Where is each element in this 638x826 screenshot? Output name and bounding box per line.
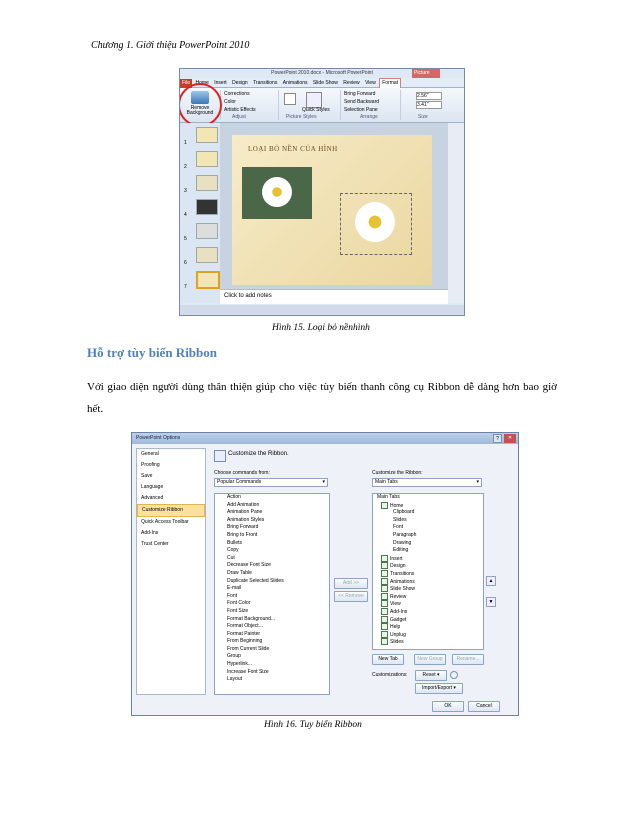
nav-item-proofing[interactable]: Proofing bbox=[141, 462, 160, 468]
nav-item-advanced[interactable]: Advanced bbox=[141, 495, 164, 501]
rename-button[interactable]: Rename... bbox=[452, 654, 484, 665]
tab-design[interactable]: Design bbox=[232, 80, 248, 86]
checkbox-icon[interactable] bbox=[381, 616, 388, 623]
style-icon[interactable] bbox=[284, 93, 296, 105]
import-export-button[interactable]: Import/Export ▾ bbox=[415, 683, 463, 694]
list-item[interactable]: From Beginning bbox=[227, 638, 263, 645]
checkbox-icon[interactable] bbox=[381, 555, 388, 562]
slide-thumbnail[interactable] bbox=[196, 151, 218, 167]
tree-item[interactable]: Transitions bbox=[373, 570, 483, 578]
list-item[interactable]: Format Object... bbox=[227, 623, 263, 630]
slide-title[interactable]: LOẠI BỎ NỀN CỦA HÌNH bbox=[248, 145, 338, 153]
bring-forward-button[interactable]: Bring Forward bbox=[344, 91, 376, 97]
tree-item[interactable]: Add-Ins bbox=[373, 608, 483, 616]
list-item[interactable]: Hyperlink... bbox=[227, 661, 253, 668]
tab-animations[interactable]: Animations bbox=[282, 80, 308, 86]
list-item[interactable]: Bring Forward bbox=[227, 524, 259, 531]
list-item[interactable]: Animation Pane bbox=[227, 509, 263, 516]
nav-item-trust-center[interactable]: Trust Center bbox=[141, 541, 169, 547]
help-button[interactable]: ? bbox=[493, 434, 502, 443]
dialog-title: PowerPoint Options bbox=[136, 435, 181, 441]
nav-item-save[interactable]: Save bbox=[141, 473, 153, 479]
nav-item-quick-access-toolbar[interactable]: Quick Access Toolbar bbox=[141, 519, 189, 525]
slide-thumbnail-selected[interactable] bbox=[196, 271, 220, 289]
picture-styles-group bbox=[280, 90, 341, 120]
slide bbox=[232, 135, 432, 285]
adjust-group bbox=[222, 90, 279, 120]
nav-item-add-ins[interactable]: Add-Ins bbox=[141, 530, 159, 536]
slide-thumbnail[interactable] bbox=[196, 127, 218, 143]
send-backward-button[interactable]: Send Backward bbox=[344, 99, 380, 105]
remove-background-label[interactable]: Remove Background bbox=[186, 105, 214, 116]
list-item[interactable]: Duplicate Selected Slides bbox=[227, 577, 284, 584]
tree-item[interactable]: Animations bbox=[373, 578, 483, 586]
tab-home[interactable]: Home bbox=[195, 80, 209, 86]
checkbox-icon[interactable] bbox=[381, 502, 388, 509]
checkbox-icon[interactable] bbox=[381, 578, 388, 585]
checkbox-icon[interactable] bbox=[381, 638, 388, 645]
list-item[interactable]: Add Animation bbox=[227, 501, 260, 508]
group-label-picture-styles: Picture Styles bbox=[286, 114, 317, 120]
context-tab: Picture bbox=[412, 69, 440, 78]
tree-item[interactable]: Clipboard bbox=[393, 509, 415, 516]
cancel-button[interactable]: Cancel bbox=[468, 701, 500, 712]
chevron-down-icon: ▾ bbox=[322, 479, 325, 485]
list-item[interactable]: Animation Styles bbox=[227, 516, 265, 523]
tab-view[interactable]: View bbox=[365, 80, 376, 86]
close-button[interactable]: ✕ bbox=[504, 434, 516, 443]
list-item[interactable]: Font Size bbox=[227, 607, 249, 614]
paragraph: Với giao diện người dùng thân thiện giúp cho việc tùy biến thanh công cụ Ribbon dễ dàng hơn bao giờ hết. bbox=[87, 381, 557, 415]
nav-item-general[interactable]: General bbox=[141, 451, 159, 457]
tree-item[interactable]: Gadget bbox=[373, 616, 483, 624]
nav-item-customize-ribbon[interactable]: Customize Ribbon bbox=[137, 504, 205, 517]
tree-item[interactable]: View bbox=[373, 600, 483, 608]
highlight-circle bbox=[179, 83, 222, 127]
move-down-icon[interactable]: ▼ bbox=[486, 597, 496, 607]
figure-15-caption: Hình 15. Loại bỏ nềnhình bbox=[272, 323, 370, 333]
arrange-group bbox=[342, 90, 401, 120]
notes-placeholder[interactable]: Click to add notes bbox=[224, 293, 272, 299]
remove-button[interactable]: << Remove bbox=[334, 591, 368, 602]
customizations-label: Customizations: bbox=[372, 672, 408, 678]
tree-item[interactable]: Review bbox=[373, 593, 483, 601]
list-item[interactable]: Format Painter bbox=[227, 630, 261, 637]
quick-styles-label[interactable]: Quick Styles bbox=[302, 107, 330, 113]
new-tab-button[interactable]: New Tab bbox=[372, 654, 404, 665]
list-item[interactable]: Font bbox=[227, 592, 238, 599]
tab-review[interactable]: Review bbox=[343, 80, 360, 86]
slides-pane bbox=[180, 123, 220, 303]
tree-item[interactable]: Home bbox=[373, 502, 483, 510]
corrections-button[interactable]: Corrections bbox=[224, 91, 250, 97]
section-title: Hỗ trợ tùy biến Ribbon bbox=[87, 345, 217, 360]
tab-format[interactable]: Format bbox=[379, 78, 401, 89]
tree-item[interactable]: Slides bbox=[393, 516, 407, 523]
color-button[interactable]: Color bbox=[224, 99, 236, 105]
customize-ribbon-dropdown[interactable]: Main Tabs ▾ bbox=[372, 478, 482, 487]
checkbox-icon[interactable] bbox=[381, 600, 388, 607]
slide-thumbnail[interactable] bbox=[196, 223, 218, 239]
flower-image bbox=[355, 202, 395, 242]
height-input[interactable]: 2.56" bbox=[416, 92, 442, 100]
checkbox-icon[interactable] bbox=[381, 562, 388, 569]
tree-item[interactable]: Editing bbox=[393, 547, 409, 554]
selection-pane-button[interactable]: Selection Pane bbox=[344, 107, 378, 113]
tree-item[interactable]: Unplug bbox=[373, 631, 483, 639]
tab-file[interactable]: File bbox=[182, 80, 191, 86]
selected-picture[interactable] bbox=[340, 193, 412, 255]
tree-item[interactable]: Design bbox=[373, 562, 483, 570]
ribbon-tabs bbox=[180, 78, 464, 88]
new-group-button[interactable]: New Group bbox=[414, 654, 446, 665]
dialog-titlebar bbox=[132, 433, 518, 444]
vertical-scrollbar[interactable] bbox=[448, 123, 464, 303]
customize-ribbon-label: Customize the Ribbon: bbox=[372, 470, 423, 476]
slide-numbers: 1 2 3 4 5 6 7 bbox=[184, 140, 187, 290]
slide-canvas bbox=[220, 123, 448, 303]
add-button[interactable]: Add >> bbox=[334, 578, 368, 589]
list-item[interactable]: E-mail bbox=[227, 585, 242, 592]
ribbon bbox=[180, 88, 464, 123]
size-group bbox=[402, 90, 446, 120]
group-label-adjust: Adjust bbox=[232, 114, 246, 120]
tab-transitions[interactable]: Transitions bbox=[253, 80, 278, 86]
info-icon bbox=[450, 671, 458, 679]
checkbox-icon[interactable] bbox=[381, 623, 388, 630]
list-item[interactable]: Group bbox=[227, 653, 241, 660]
list-item[interactable]: Draw Table bbox=[227, 569, 252, 576]
reset-button[interactable]: Reset ▾ bbox=[415, 670, 447, 681]
tree-item[interactable]: Font bbox=[393, 524, 404, 531]
slide-thumbnail[interactable] bbox=[196, 175, 218, 191]
choose-commands-dropdown[interactable]: Popular Commands ▾ bbox=[214, 478, 328, 487]
list-item[interactable]: Bring to Front bbox=[227, 531, 258, 538]
flower-photo[interactable] bbox=[242, 167, 312, 219]
chevron-down-icon: ▾ bbox=[476, 479, 479, 485]
group-label-size: Size bbox=[418, 114, 428, 120]
group-label-arrange: Arrange bbox=[360, 114, 378, 120]
list-item[interactable]: Bullets bbox=[227, 539, 243, 546]
ok-button[interactable]: OK bbox=[432, 701, 464, 712]
checkbox-icon[interactable] bbox=[381, 631, 388, 638]
powerpoint-options-dialog bbox=[131, 432, 519, 716]
tree-header: Main Tabs bbox=[377, 494, 400, 500]
list-item[interactable]: Cut bbox=[227, 554, 235, 561]
width-input[interactable]: 3.41" bbox=[416, 101, 442, 109]
figure-16-caption: Hình 16. Tuy biến Ribbon bbox=[264, 720, 362, 730]
move-up-icon[interactable]: ▲ bbox=[486, 576, 496, 586]
commands-list[interactable] bbox=[214, 493, 330, 695]
tab-slide-show[interactable]: Slide Show bbox=[312, 80, 338, 86]
checkbox-icon[interactable] bbox=[381, 585, 388, 592]
list-item[interactable]: Copy bbox=[227, 547, 239, 554]
status-bar bbox=[180, 305, 464, 315]
dialog-heading: Customize the Ribbon. bbox=[228, 451, 289, 457]
tree-item[interactable]: Insert bbox=[373, 555, 483, 563]
list-item[interactable]: Action bbox=[227, 494, 241, 500]
slide-thumbnail[interactable] bbox=[196, 199, 218, 215]
tree-item[interactable]: Help bbox=[373, 623, 483, 631]
checkbox-icon[interactable] bbox=[381, 593, 388, 600]
artistic-effects-button[interactable]: Artistic Effects bbox=[224, 107, 256, 113]
options-nav bbox=[136, 448, 206, 695]
flower-image bbox=[262, 177, 292, 207]
slide-thumbnail[interactable] bbox=[196, 247, 218, 263]
page-header: Chương 1. Giới thiệu PowerPoint 2010 bbox=[91, 40, 250, 51]
list-item[interactable]: Layout bbox=[227, 676, 243, 683]
tab-insert[interactable]: Insert bbox=[214, 80, 227, 86]
tree-item[interactable]: Paragraph bbox=[393, 531, 417, 538]
quick-styles-icon[interactable] bbox=[306, 92, 322, 108]
powerpoint-screenshot bbox=[179, 68, 465, 316]
ribbon-tabs-tree[interactable] bbox=[372, 493, 484, 650]
tree-item[interactable]: Slide Show bbox=[373, 585, 483, 593]
checkbox-icon[interactable] bbox=[381, 570, 388, 577]
tree-item[interactable]: Drawing bbox=[393, 539, 412, 546]
list-item[interactable]: Font Color bbox=[227, 600, 251, 607]
remove-background-group bbox=[180, 90, 221, 120]
list-item[interactable]: From Current Slide bbox=[227, 645, 270, 652]
tree-item[interactable]: Slides bbox=[373, 638, 483, 646]
choose-commands-label: Choose commands from: bbox=[214, 470, 270, 476]
list-item[interactable]: Increase Font Size bbox=[227, 668, 269, 675]
checkbox-icon[interactable] bbox=[381, 608, 388, 615]
nav-item-language[interactable]: Language bbox=[141, 484, 164, 490]
list-item[interactable]: Decrease Font Size bbox=[227, 562, 271, 569]
list-item[interactable]: Format Background... bbox=[227, 615, 276, 622]
customize-ribbon-icon bbox=[214, 450, 226, 462]
window-title: PowerPoint 2010.docx - Microsoft PowerPoint bbox=[180, 69, 464, 78]
notes-pane[interactable] bbox=[220, 289, 448, 304]
